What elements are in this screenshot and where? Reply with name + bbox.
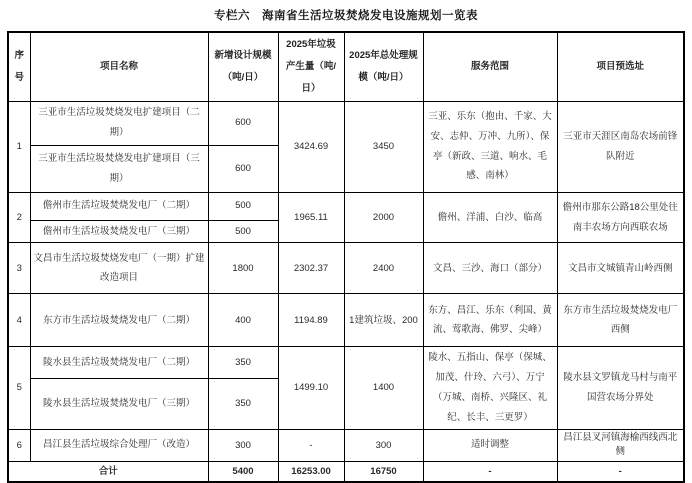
cell-total: 2000 [344,192,423,243]
cell-production: - [278,430,344,462]
cell-project-name: 儋州市生活垃圾焚烧发电厂（三期） [30,220,208,243]
page-title: 专栏六 海南省生活垃圾焚烧发电设施规划一览表 [214,10,478,22]
cell-capacity: 500 [208,220,278,243]
cell-total: 2400 [344,243,423,294]
cell-index: 5 [8,347,30,430]
table-row [8,192,684,220]
total-label: 合计 [8,461,208,482]
cell-production: 1194.89 [278,294,344,347]
facilities-table [7,31,685,483]
table-header-row [8,32,684,101]
cell-total: 1400 [344,347,423,430]
cell-project-name: 东方市生活垃圾焚烧发电厂（二期） [30,294,208,347]
table-row [8,243,684,294]
cell-production: 3424.69 [278,101,344,192]
cell-site: 昌江县叉河镇海榆西线西北侧 [557,430,684,462]
cell-site: 三亚市天涯区南岛农场前锋队附近 [557,101,684,192]
cell-index: 1 [8,101,30,192]
cell-capacity: 600 [208,101,278,145]
header-total-capacity-2025: 2025年总处理规模（吨/日） [344,32,423,101]
table-row [8,430,684,462]
header-production-2025: 2025年垃圾产生量（吨/日） [278,32,344,101]
cell-total: 3450 [344,101,423,192]
cell-production: 2302.37 [278,243,344,294]
header-service-area: 服务范围 [423,32,557,101]
cell-capacity: 600 [208,145,278,192]
total-total-capacity: 16750 [344,461,423,482]
header-index: 序号 [8,32,30,101]
total-site: - [557,461,684,482]
cell-project-name: 儋州市生活垃圾焚烧发电厂（二期） [30,192,208,220]
cell-project-name: 陵水县生活垃圾焚烧发电厂（二期） [30,347,208,378]
header-project-name: 项目名称 [30,32,208,101]
cell-project-name: 三亚市生活垃圾焚烧发电扩建项目（二期） [30,101,208,145]
header-new-capacity: 新增设计规模 （吨/日） [208,32,278,101]
cell-capacity: 300 [208,430,278,462]
table-row [8,347,684,378]
cell-service-area: 适时调整 [423,430,557,462]
cell-capacity: 350 [208,347,278,378]
cell-service-area: 儋州、洋浦、白沙、临高 [423,192,557,243]
cell-production: 1499.10 [278,347,344,430]
table-row [8,294,684,347]
total-production: 16253.00 [278,461,344,482]
total-row [8,461,684,482]
cell-capacity: 1800 [208,243,278,294]
cell-index: 3 [8,243,30,294]
cell-capacity: 350 [208,378,278,429]
cell-site: 东方市生活垃圾焚烧发电厂西侧 [557,294,684,347]
cell-project-name: 文昌市生活垃圾焚烧发电厂（一期）扩建改造项目 [30,243,208,294]
cell-total: 1建筑垃圾、200 [344,294,423,347]
cell-index: 4 [8,294,30,347]
total-capacity: 5400 [208,461,278,482]
total-service-area: - [423,461,557,482]
cell-site: 陵水县文罗镇龙马村与南平国营农场分界处 [557,347,684,430]
cell-site: 文昌市文城镇青山岭西侧 [557,243,684,294]
cell-total: 300 [344,430,423,462]
cell-service-area: 文昌、三沙、海口（部分） [423,243,557,294]
cell-production: 1965.11 [278,192,344,243]
header-site: 项目预选址 [557,32,684,101]
cell-capacity: 500 [208,192,278,220]
cell-service-area: 陵水、五指山、保亭（保城、加茂、什玲、六弓）、万宁（万城、南桥、兴隆区、礼纪、长丰、三更罗） [423,347,557,430]
cell-project-name: 陵水县生活垃圾焚烧发电厂（三期） [30,378,208,429]
cell-project-name: 昌江县生活垃圾综合处理厂（改造） [30,430,208,462]
cell-service-area: 东方、昌江、乐东（利国、黄流、莺歌海、佛罗、尖峰） [423,294,557,347]
cell-index: 2 [8,192,30,243]
table-row [8,101,684,145]
cell-site: 儋州市那东公路18公里处往南丰农场方向西联农场 [557,192,684,243]
cell-index: 6 [8,430,30,462]
cell-project-name: 三亚市生活垃圾焚烧发电扩建项目（三期） [30,145,208,192]
cell-capacity: 400 [208,294,278,347]
cell-service-area: 三亚、乐东（抱由、千家、大安、志仲、万冲、九所）、保亭（新政、三道、响水、毛感、南林） [423,101,557,192]
